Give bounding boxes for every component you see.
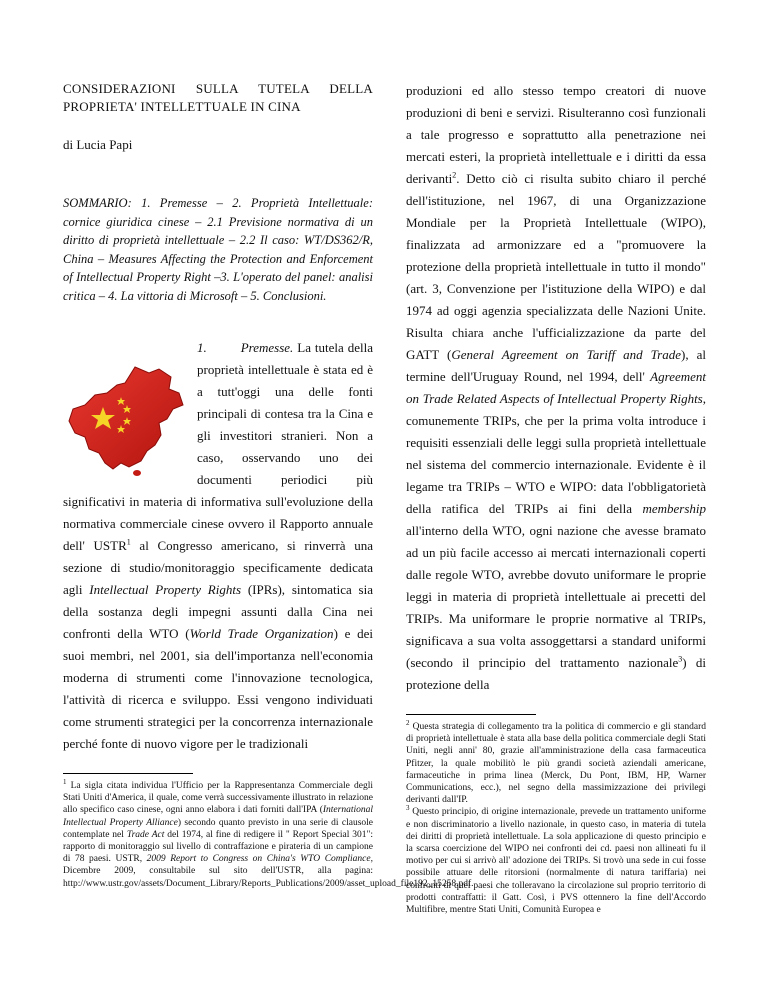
section-1-text-b: al Congresso americano, si rinverrà una sezione di studio/monitoraggio specificamente dedicata agli	[63, 538, 374, 597]
right-column	[406, 80, 706, 916]
footnote-1-ref: 1	[126, 537, 131, 547]
right-text-1: produzioni ed allo stesso tempo creatori di nuove produzioni di beni e servizi. Risulteranno così funzionali a tale progresso e soprattutto alla penetrazione nei mercati esteri, la proprietà intellettuale e i diritti da essa derivanti	[406, 83, 706, 186]
right-italic-3: membership	[642, 501, 706, 516]
section-1-text-c: (IPRs), sintomatica sia della sostanza degli impegni assunti dalla Cina nei confronti della WTO (	[63, 582, 373, 641]
right-text-4: , comunemente TRIPs, che per la prima volta introduce i requisiti essenziali delle leggi sulla proprietà intellettuale nel sistema del commercio internazionale. Evidente è il legame tra TRIPs – WTO e WIPO: data l'obbligatorietà della ratifica del TRIPs ai fini della	[406, 391, 706, 516]
section-1-text-d: ) e dei suoi membri, nel 2001, sia dell'importanza nell'economia moderna di strumenti come l'innovazione tecnologica, l'attività di ricerca e sviluppo. Essi vengono individuati come strumenti strategici per la concorrenza internazionale perché fonte di nuovo vigore per le tradizionali	[63, 626, 374, 751]
footnote-1-text-c: del 1974, al fine di redigere il " Report Special 301": rapporto di monitoraggio sul livello di contraffazione e pirateria di un campione di 78 paesi. USTR,	[63, 829, 374, 865]
section-1-text-a: La tutela della proprietà intellettuale è stata ed è a tutt'oggi una delle fonti principali di contesa tra la Cina e gli investitori stranieri. Non a caso, osservando uno dei documenti periodici più significativi in materia di informativa sull'evoluzione della normativa commerciale cinese ovvero il Rapporto annuale dell' USTR	[63, 340, 373, 553]
right-italic-1: General Agreement on Tariff and Trade	[451, 347, 682, 362]
left-column	[63, 80, 474, 890]
section-1-paragraph	[63, 337, 373, 755]
right-text-3: ), al termine dell'Uruguay Round, nel 1994, dell'	[406, 347, 707, 384]
section-1-text-b-italic: Intellectual Property Rights	[89, 582, 242, 597]
footnote-2-text: Questa strategia di collegamento tra la politica di commercio e gli standard di proprietà intellettuale è stata alla base della politica commerciale degli Stati Uniti, negli anni' 80, grazie all'amministrazione della casa farmaceutica Pfitzer, la quale mobilitò le più grandi società aziendali americane, farmaceutiche in prima linea (Merck, Du Pont, IBM, HP, Warner Communications, ecc.), nel segno della massimizzazione dei privilegi derivanti dall'IP.	[406, 722, 706, 806]
footnote-3-number: 3	[406, 804, 410, 813]
footnote-2	[406, 718, 706, 806]
section-title: Premesse.	[240, 340, 294, 355]
section-number: 1.	[197, 340, 207, 355]
footnote-1-text-d: Dicembre 2009, consultabile sul sito dell'USTR, alla pagina: http://www.ustr.gov/assets/Document_Library/Reports_Publications/2009/asset_upload_file192_15258.pdf.	[63, 866, 474, 889]
footnote-1-number: 1	[63, 777, 67, 786]
author-line: di Lucia Papi	[63, 137, 133, 152]
footnote-divider-right	[406, 714, 536, 715]
footnote-1-italic-c: 2009 Report to Congress on China's WTO Compliance,	[146, 854, 373, 865]
footnote-1-text-a: La sigla citata individua l'Ufficio per la Rappresentanza Commerciale degli Stati Uniti d'America, il quale, come verrà successivamente illustrato in relazione allo specifico caso cinese, ogni anno elabora i dati forniti dall'IPA (	[63, 781, 373, 816]
footnote-2-ref: 2	[452, 170, 457, 180]
right-text-5: all'interno della WTO, ogni nazione che avesse bramato ad un più facile accesso ai mercati internazionali coperti dalle regole WTO, avrebbe dovuto uniformare le proprie leggi in materia di proprietà intellettuale ai precetti del TRIPs. Ma uniformare le proprie normative al TRIPs, significava a sua volta assoggettarsi a standard uniformi (secondo il principio del trattamento nazionale	[406, 523, 706, 670]
footnote-1-italic-b: Trade Act	[126, 829, 165, 840]
right-italic-2: Agreement on Trade Related Aspects of Intellectual Property Rights	[406, 369, 706, 406]
footnote-3-ref: 3	[678, 654, 683, 664]
footnote-3-text: Questo principio, di origine internazionale, prevede un trattamento uniforme e non discriminatorio a livello nazionale, in questo caso, in materia di tutela dei diritti di proprietà intellettuale. La sola applicazione di questo principio e la scarsa coercizione del WIPO nei confronti dei cd. paesi non allineati fu il motivo per cui si arrivò all' adozione dei TRIPs. Si trovò una sede in cui fosse possibile attuare delle ritorsioni (normalmente di natura tariffaria) nei confronti di quei paesi che tolleravano la circolazione sul proprio territorio di prodotti contraffatti: il Gatt. Così, i PVS ottennero la fine dell'Accordo Multifibre, mentre Stati Uniti, Comunità Europea e	[406, 807, 706, 916]
footnote-1-text-b: ) secondo quanto previsto in una serie di clausole contemplate nel	[63, 817, 373, 840]
article-title: CONSIDERAZIONI SULLA TUTELA DELLA PROPRIETA' INTELLETTUALE IN CINA	[63, 81, 373, 114]
footnote-2-number: 2	[406, 718, 410, 727]
footnote-1-italic-a: International Intellectual Property Alliance	[63, 805, 373, 828]
china-map-flag-icon	[63, 363, 191, 483]
footnote-3	[406, 806, 706, 916]
right-text-2: . Detto ciò ci risulta subito chiaro il perché dell'istituzione, nel 1967, di una Organizzazione Mondiale per la Proprietà Intellettuale (WIPO), finalizzata ad armonizzare ed a "promuovere la protezione della proprietà intellettuale in tutto il mondo" (art. 3, Convenzione per l'istituzione della WIPO) e dal 1974 ad oggi agenzia specializzata delle Nazioni Unite. Risulta chiara anche l'ufficializzazione da parte del GATT (	[406, 171, 706, 362]
section-1-text-c-italic: World Trade Organization	[189, 626, 334, 641]
footnote-divider	[63, 773, 193, 774]
right-text-6: ) di protezione della	[406, 655, 706, 692]
right-paragraph	[406, 80, 706, 696]
summary: SOMMARIO: 1. Premesse – 2. Proprietà Intellettuale: cornice giuridica cinese – 2.1 Previsione normativa di un diritto di proprietà intellettuale – 2.2 Il caso: WT/DS362/R, China – Measures Affecting the Protection and Enforcement of Intellectual Property Right –3. L'operato del panel: analisi critica – 4. La vittoria di Microsoft – 5. Conclusioni.	[63, 196, 373, 303]
section-1	[63, 337, 373, 755]
footnote-1	[63, 777, 474, 890]
